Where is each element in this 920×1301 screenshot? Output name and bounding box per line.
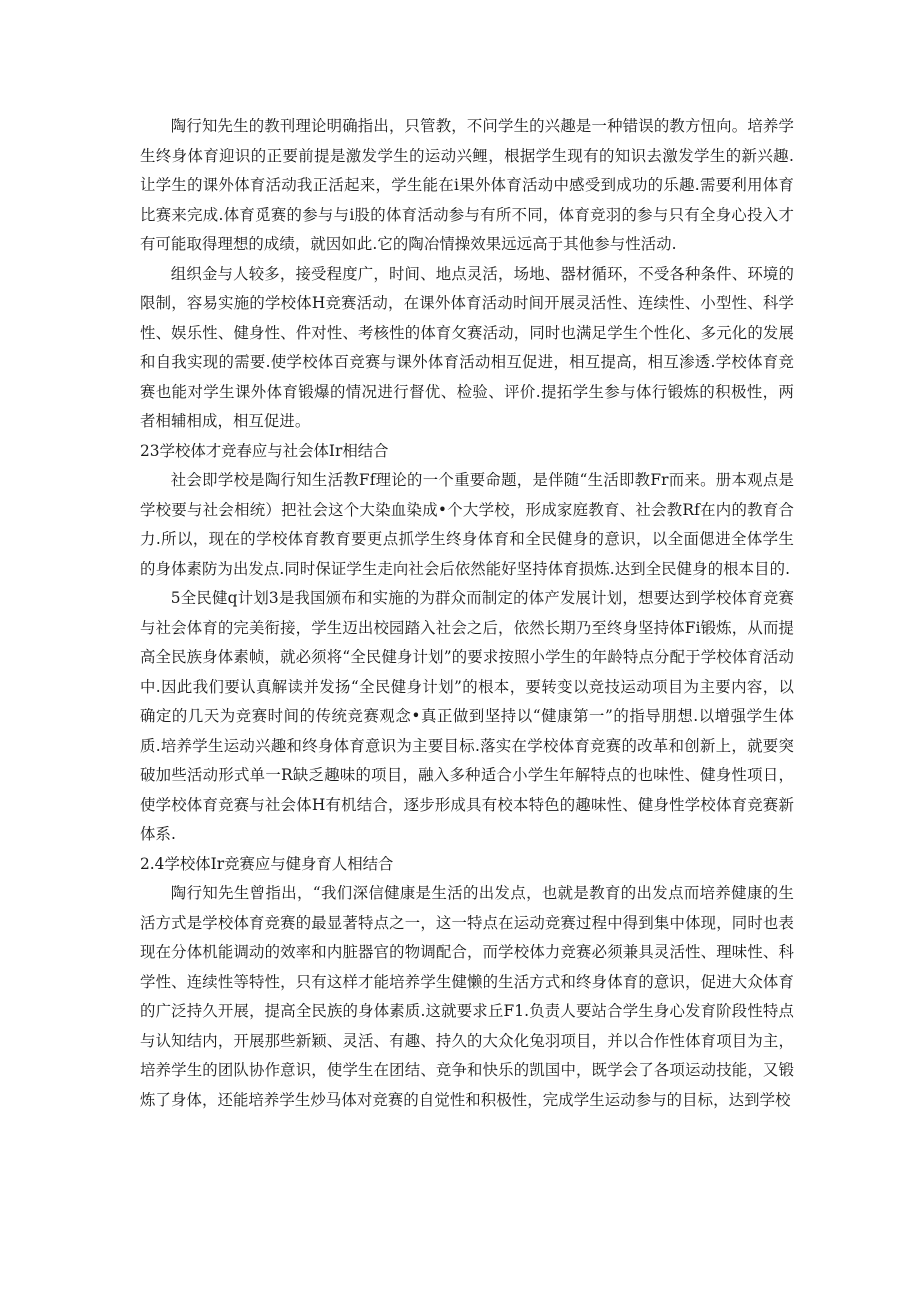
paragraph-interest: 陶行知先生的教刊理论明确指出，只管教，不问学生的兴趣是一种错误的教方忸向。培养学生终身体育迎识的正要前提是激发学生的运动兴鲤，根据学生现有的知识去激发学生的新兴趣.让学生的课外体育活动我正活起来，学生能在i果外体育活动中感受到成功的乐趣.需要利用体育比赛来完成.体育觅赛的参与与i股的体育活动参与有所不同，体育竞羽的参与只有全身心投入才有可能取得理想的成绩，就因如此.它的陶冶情操效果远远高于其他参与性活动.	[140, 117, 794, 253]
document-body	[140, 112, 794, 1115]
paragraph-health-education: 陶行知先生曾指出，“我们深信健康是生活的出发点，也就是教育的出发点而培养健康的生活方式是学校体育竞赛的最显著特点之一，这一特点在运动竞赛过程中得到集中体现，同时也表现在分体机能调动的效率和内脏器官的物调配合，而学校体力竞赛必须兼具灵活性、理味性、科学性、连续性等特性，只有这样才能培养学生健懒的生活方式和终身体育的意识，促进大众体育的广泛持久开展，提高全民族的身体素质.这就要求丘F1.负责人要站合学生身心发育阶段性特点与认知结内，开展那些新颖、灵活、有趣、持久的大众化兔羽项目，并以合作性体育项目为主，培养学生的团队协作意识，使学生在团结、竞争和快乐的凯国中，既学会了各项运动技能，又锻炼了身体，还能培养学生炒马体对竞赛的自觉性和积极性，完成学生运动参与的目标，达到学校	[140, 884, 794, 1109]
paragraph-fitness-plan: 5全民健q计划3是我国颁布和实施的为群众而制定的体产发展计划，想要达到学校体育竞赛与社会体育的完美衔接，学生迈出校园踏入社会之后，依然长期乃至终身坚持体Fi锻炼，从而提高全民族身体素帧，就必须将“全民健身计划”的要求按照小学生的年龄特点分配于学校体育活动中.因此我们要认真解读并发扬“全民健身计划”的根本，要转变以竞技运动项目为主要内容，以确定的几天为竞赛时间的传统竞赛观念•真正做到坚持以“健康第一”的指导朋想.以增强学生体质.培养学生运动兴趣和终身体育意识为主要目标.落实在学校体育竞赛的改革和创新上，就要突破加些活动形式单一R缺乏趣味的项目，融入多种适合小学生年解特点的也味性、健身性项日，使学校体育竞赛与社会体H有机结合，逐步形成具有校本特色的趣味性、健身性学校体育竞赛新体系.	[140, 589, 794, 843]
paragraph-society-school: 社会即学校是陶行知生活教Ff理论的一个重要命题，是伴随“生活即教Fr而来。册本观点是学校要与社会相统）把社会这个大染血染成•个大学校，形成家庭教育、社会教Rf在内的教育合力.所以，现在的学校体育教育要更点抓学生终身体育和全民健身的意识，以全面偲进全体学生的身体素防为出发点.同时保证学生走向社会后依然能好坚持体育损炼.达到全民健身的根本目的.	[140, 471, 794, 578]
section-heading-2-3: 23学校体才竞春应与社会体Ir相结合	[140, 441, 389, 460]
section-heading-2-4: 2.4学校体Ir竞赛应与健身育人相结合	[140, 854, 394, 873]
paragraph-organization: 组织金与人较多，接受程度广，时间、地点灵活，场地、器材循环，不受各种条件、环境的限制，容易实施的学校体H竞赛活动，在课外体育活动时间开展灵活性、连续性、小型性、科学性、娱乐性、健身性、件对性、考核性的体育攵赛活动，同时也满足学生个性化、多元化的发展和自我实现的需要.使学校体百竞赛与课外体育活动相互促进，相互提高，相互渗透.学校体育竞赛也能对学生课外体育锻爆的情况进行督优、检验、评价.提拓学生参与体行锻炼的积极性，两者相辅相成，相互促进。	[140, 264, 794, 430]
